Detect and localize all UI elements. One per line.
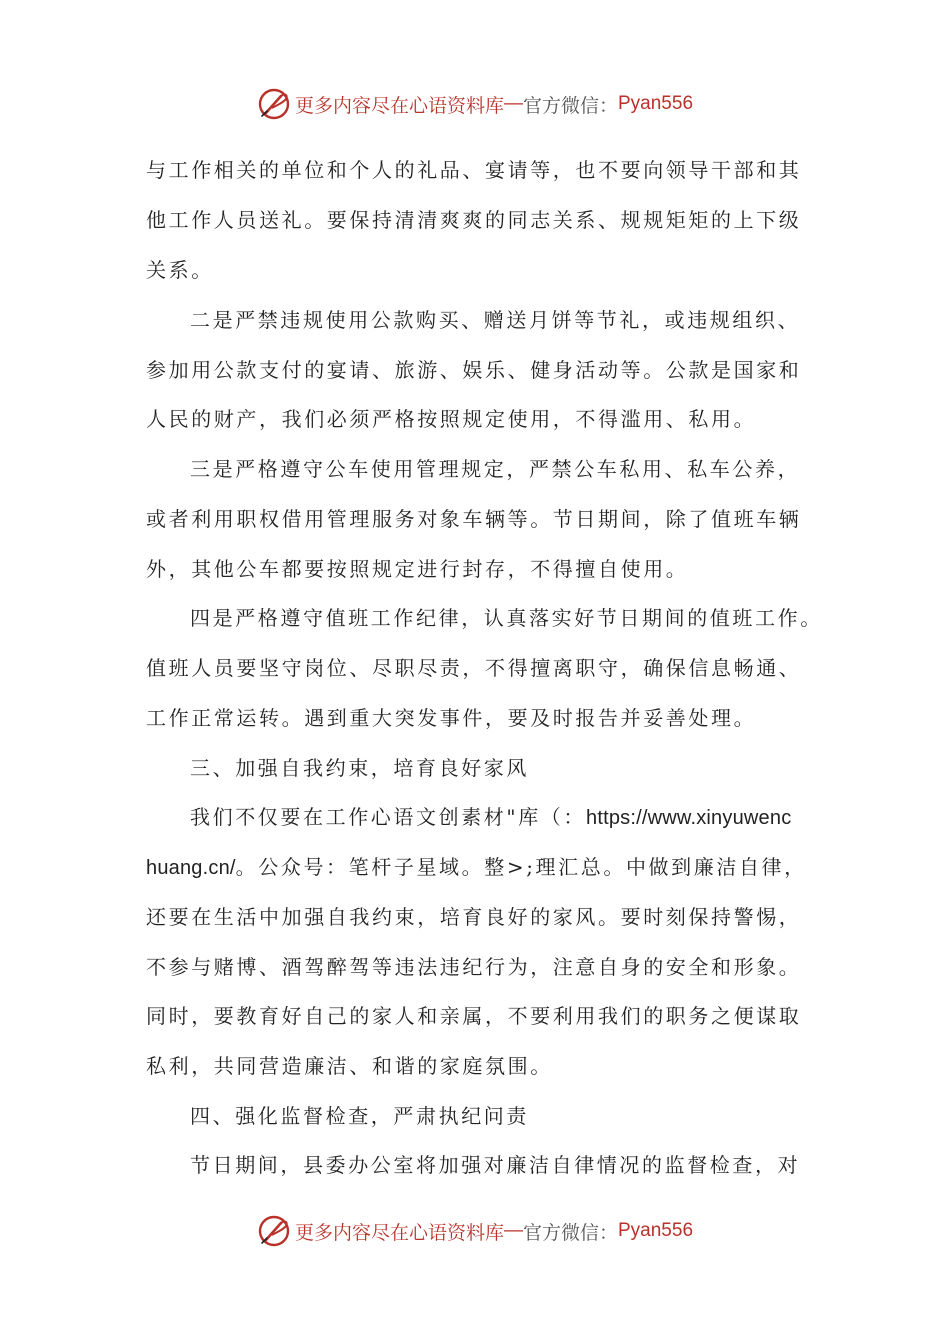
banner-wechat-id: Pyan556 xyxy=(618,1220,694,1241)
text-line: 人民的财产，我们必须严格按照规定使用，不得滥用、私用。 xyxy=(146,407,757,431)
section-heading: 三、加强自我约束，培育良好家风 xyxy=(190,756,529,780)
text-line: 关系。 xyxy=(146,258,214,282)
url-segment: huang.cn/ xyxy=(146,857,236,879)
banner-main-text: 更多内容尽在心语资料库 xyxy=(294,94,504,117)
banner-dash: — xyxy=(503,93,523,114)
text-line: 或者利用职权借用管理服务对象车辆等。节日期间，除了值班车辆 xyxy=(146,507,802,531)
text-line: 还要在生活中加强自我约束，培育良好的家风。要时刻保持警惕， xyxy=(146,905,802,929)
header-banner xyxy=(0,84,950,124)
banner-wechat-id: Pyan556 xyxy=(618,93,694,114)
text-line: 节日期间，县委办公室将加强对廉洁自律情况的监督检查，对 xyxy=(190,1153,801,1177)
text-line: 四是严格遵守值班工作纪律，认真落实好节日期间的值班工作。 xyxy=(190,606,823,630)
quill-logo-icon xyxy=(257,1214,291,1248)
banner-wechat-label: 官方微信： xyxy=(522,1221,618,1244)
text-line: 三是严格遵守公车使用管理规定，严禁公车私用、私车公养， xyxy=(190,457,801,481)
text-line: 私利，共同营造廉洁、和谐的家庭氛围。 xyxy=(146,1054,553,1078)
text-line xyxy=(146,852,826,882)
text-line: 工作正常运转。遇到重大突发事件，要及时报告并妥善处理。 xyxy=(146,706,757,730)
text-segment: 我们不仅要在工作心语文创素材"库（： xyxy=(190,805,586,829)
text-segment: 。公众号：笔杆子星域。整>;理汇总。中做到廉洁自律， xyxy=(235,855,807,879)
text-line: 他工作人员送礼。要保持清清爽爽的同志关系、规规矩矩的上下级 xyxy=(146,208,802,232)
text-line xyxy=(190,802,870,832)
section-heading: 四、强化监督检查，严肃执纪问责 xyxy=(190,1104,529,1128)
footer-banner xyxy=(0,1211,950,1251)
text-line: 值班人员要坚守岗位、尽职尽责，不得擅离职守，确保信息畅通、 xyxy=(146,656,802,680)
url-segment: https://www.xinyuwenc xyxy=(586,807,792,829)
text-line: 不参与赌博、酒驾醉驾等违法违纪行为，注意自身的安全和形象。 xyxy=(146,955,802,979)
text-line: 二是严禁违规使用公款购买、赠送月饼等节礼，或违规组织、 xyxy=(190,308,801,332)
text-line: 同时，要教育好自己的家人和亲属，不要利用我们的职务之便谋取 xyxy=(146,1004,802,1028)
text-line: 外，其他公车都要按照规定进行封存，不得擅自使用。 xyxy=(146,557,689,581)
banner-wechat-label: 官方微信： xyxy=(522,94,618,117)
banner-dash: — xyxy=(503,1220,523,1241)
text-line: 参加用公款支付的宴请、旅游、娱乐、健身活动等。公款是国家和 xyxy=(146,358,802,382)
text-line: 与工作相关的单位和个人的礼品、宴请等，也不要向领导干部和其 xyxy=(146,158,802,182)
quill-logo-icon xyxy=(257,87,291,121)
banner-main-text: 更多内容尽在心语资料库 xyxy=(294,1221,504,1244)
